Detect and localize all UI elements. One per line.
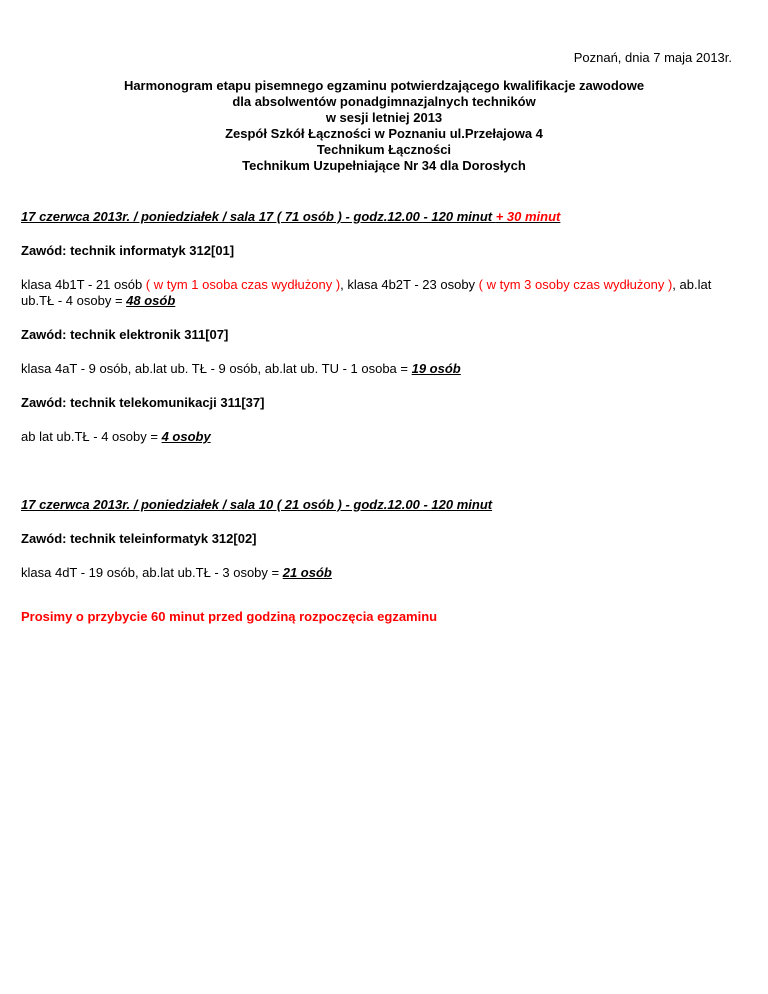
header-line: Technikum Uzupełniające Nr 34 dla Dorosłych: [242, 158, 526, 173]
total-count: 21 osób: [282, 565, 332, 580]
total-count: 19 osób: [411, 361, 461, 376]
document-header: [0, 78, 768, 174]
arrival-notice: Prosimy o przybycie 60 minut przed godziną rozpoczęcia egzaminu: [21, 609, 438, 624]
classes-informatyk: [21, 277, 733, 309]
schedule-content: [21, 209, 733, 599]
total-count: 48 osób: [126, 293, 176, 308]
header-line: Zespół Szkół Łączności w Poznaniu ul.Przełajowa 4: [225, 126, 543, 141]
profession-teleinformatyk: Zawód: technik teleinformatyk 312[02]: [21, 531, 257, 546]
header-line: w sesji letniej 2013: [325, 110, 443, 125]
class-text: , ab.lat ub.TŁ - 4 osoby =: [21, 277, 712, 308]
session-2-heading: 17 czerwca 2013r. / poniedziałek / sala 10 ( 21 osób ) - godz.12.00 - 120 minut: [21, 497, 493, 512]
header-line: Technikum Łączności: [316, 142, 452, 157]
classes-telekomunikacji: [21, 429, 733, 445]
profession-telekomunikacji: Zawód: technik telekomunikacji 311[37]: [21, 395, 265, 410]
total-count: 4 osoby: [161, 429, 211, 444]
date-line: Poznań, dnia 7 maja 2013r.: [573, 50, 732, 65]
profession-informatyk: Zawód: technik informatyk 312[01]: [21, 243, 235, 258]
class-text: , klasa 4b2T - 23 osoby: [340, 277, 479, 292]
session-1-heading: [21, 209, 733, 225]
class-text: klasa 4b1T - 21 osób: [21, 277, 146, 292]
profession-elektronik: Zawód: technik elektronik 311[07]: [21, 327, 229, 342]
extended-time-note: ( w tym 1 osoba czas wydłużony ): [145, 277, 341, 292]
classes-elektronik: [21, 361, 733, 377]
header-line: dla absolwentów ponadgimnazjalnych techników: [232, 94, 536, 109]
classes-teleinformatyk: [21, 565, 733, 581]
header-line: Harmonogram etapu pisemnego egzaminu potwierdzającego kwalifikacje zawodowe: [123, 78, 645, 93]
class-text: ab lat ub.TŁ - 4 osoby =: [21, 429, 162, 444]
section-spacer: [21, 463, 733, 497]
class-text: klasa 4aT - 9 osób, ab.lat ub. TŁ - 9 osób, ab.lat ub. TU - 1 osoba =: [21, 361, 412, 376]
extended-time-note: ( w tym 3 osoby czas wydłużony ): [478, 277, 673, 292]
session-1-details: 17 czerwca 2013r. / poniedziałek / sala 17 ( 71 osób ) - godz.12.00 - 120 minut: [21, 209, 496, 224]
session-1-extra-time: + 30 minut: [495, 209, 561, 224]
class-text: klasa 4dT - 19 osób, ab.lat ub.TŁ - 3 osoby =: [21, 565, 283, 580]
